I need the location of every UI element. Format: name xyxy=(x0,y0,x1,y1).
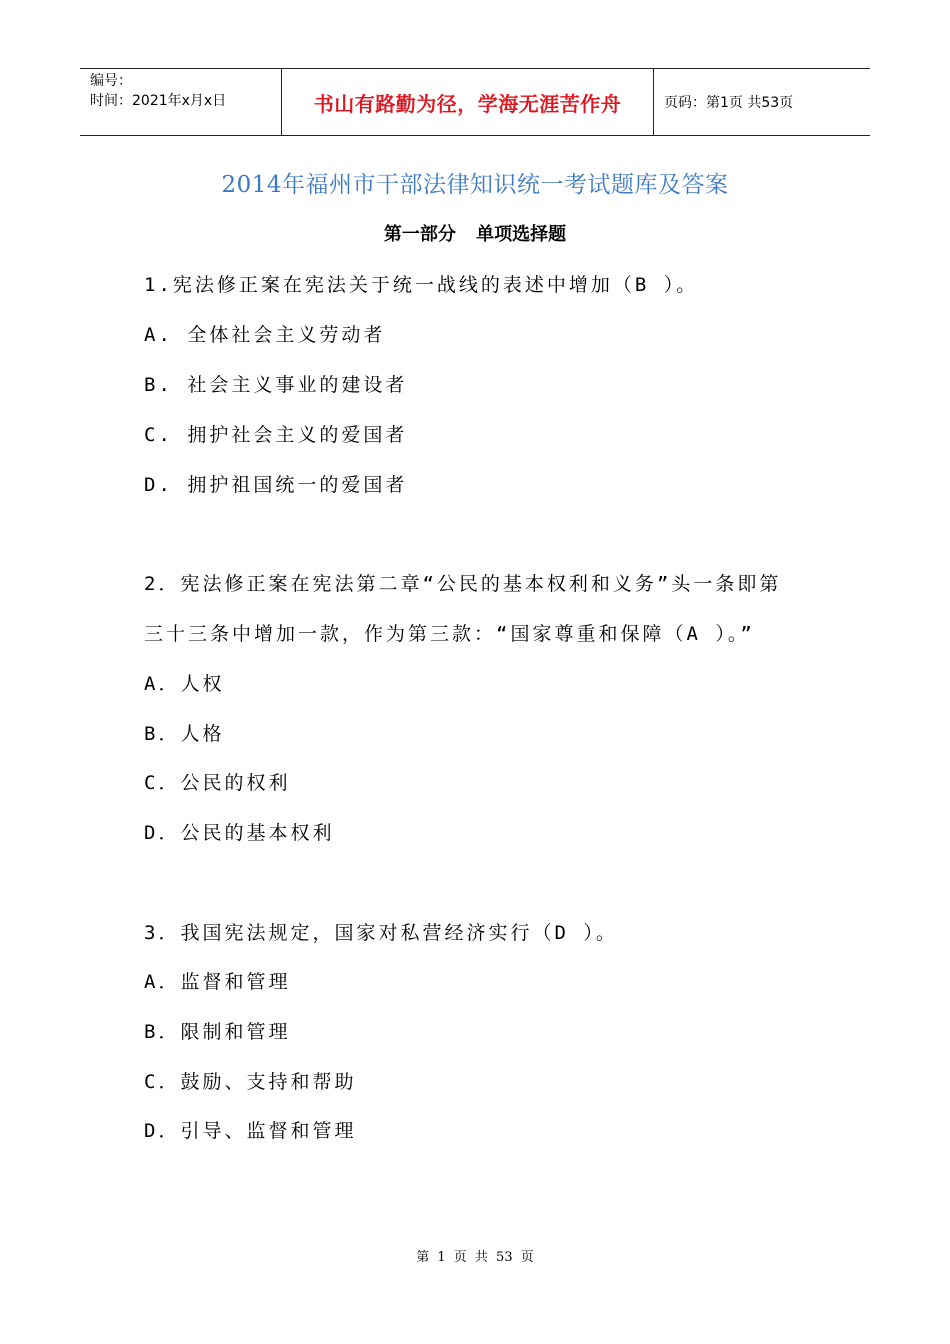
document-number-label: 编号： xyxy=(90,73,132,89)
header-page-cell xyxy=(654,69,870,135)
header-meta-cell xyxy=(80,69,282,135)
question-3-stem: 3．我国宪法规定，国家对私营经济实行（D ）。 xyxy=(144,922,618,944)
page-info: 页码：第1页 共53页 xyxy=(664,95,794,111)
question-1-option-a: A. 全体社会主义劳动者 xyxy=(144,324,386,346)
question-2-stem-line-2: 三十三条中增加一款，作为第三款：“国家尊重和保障（A ）。” xyxy=(144,623,755,645)
question-2-option-c: C．公民的权利 xyxy=(144,772,291,794)
question-1-stem: 1.宪法修正案在宪法关于统一战线的表述中增加（B ）。 xyxy=(144,274,699,296)
question-1-option-d: D. 拥护祖国统一的爱国者 xyxy=(144,474,408,496)
header-table xyxy=(80,68,870,136)
document-title: 2014年福州市干部法律知识统一考试题库及答案 xyxy=(221,172,729,198)
question-3-option-d: D．引导、监督和管理 xyxy=(144,1120,357,1142)
question-1-option-c: C. 拥护社会主义的爱国者 xyxy=(144,424,408,446)
question-3-option-c: C．鼓励、支持和帮助 xyxy=(144,1071,357,1093)
question-1-option-b: B. 社会主义事业的建设者 xyxy=(144,374,408,396)
header-motto-cell xyxy=(282,69,654,135)
section-heading: 第一部分 单项选择题 xyxy=(383,224,567,245)
question-2-stem-line-1: 2．宪法修正案在宪法第二章“公民的基本权利和义务”头一条即第 xyxy=(144,573,782,595)
document-date: 时间：2021年x月x日 xyxy=(90,93,227,109)
question-2-option-b: B．人格 xyxy=(144,723,225,745)
question-3-option-a: A．监督和管理 xyxy=(144,971,291,993)
question-2-option-d: D．公民的基本权利 xyxy=(144,822,335,844)
question-2-option-a: A．人权 xyxy=(144,673,225,695)
page-footer: 第 1 页 共 53 页 xyxy=(416,1250,534,1265)
motto-text: 书山有路勤为径，学海无涯苦作舟 xyxy=(313,91,622,116)
question-3-option-b: B．限制和管理 xyxy=(144,1021,291,1043)
